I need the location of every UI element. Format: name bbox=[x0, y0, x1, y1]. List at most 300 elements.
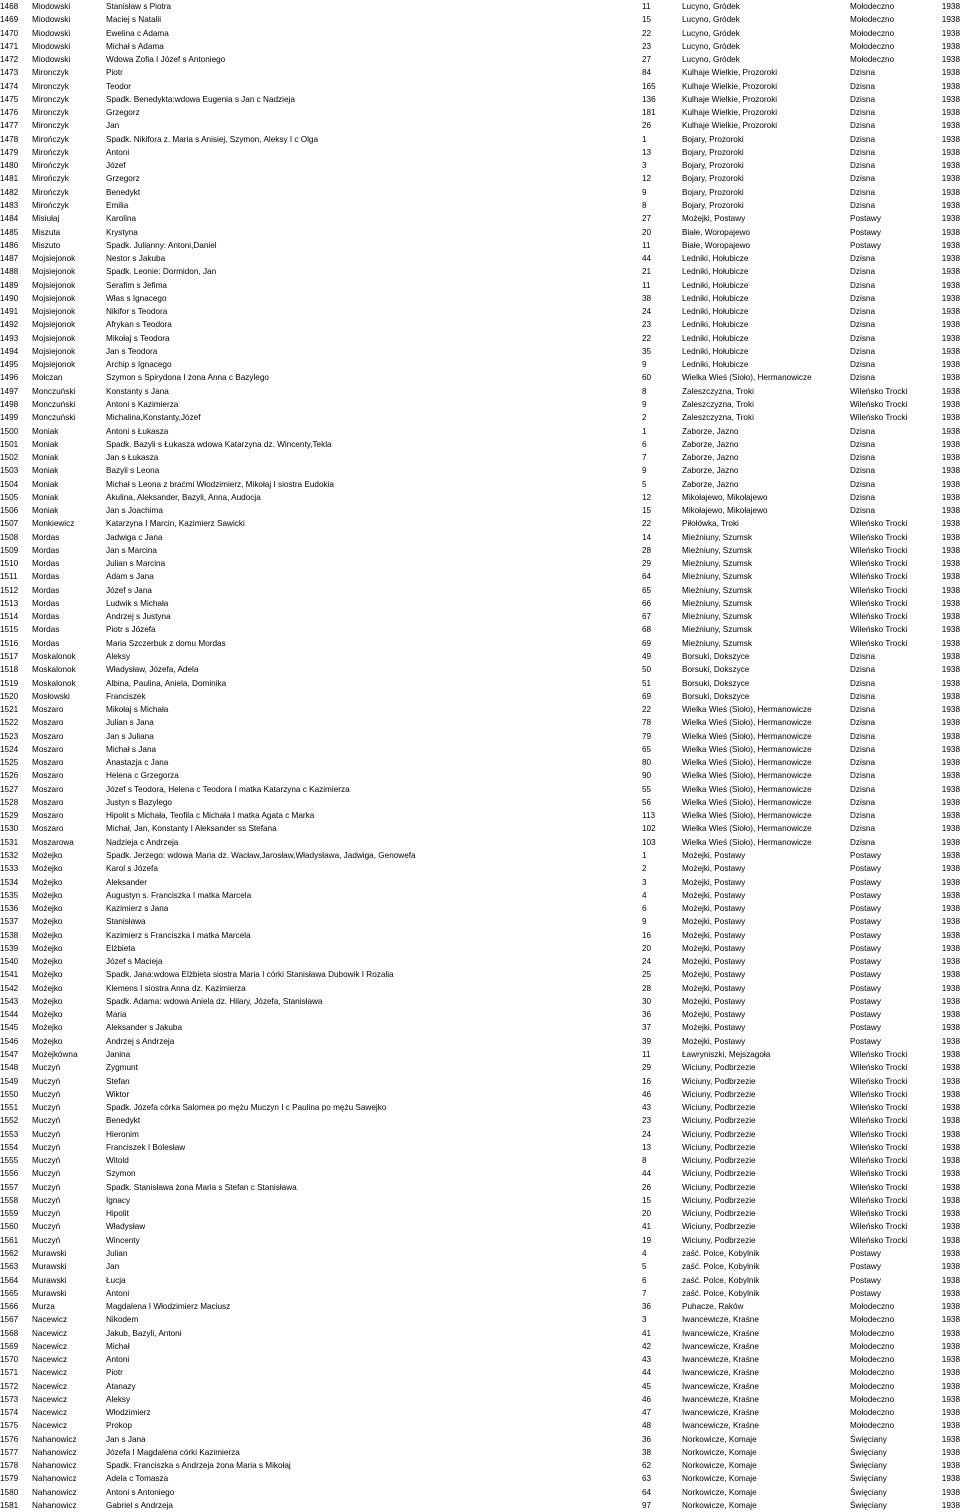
cell-year: 1938 bbox=[941, 585, 960, 595]
cell-surname: Monczuński bbox=[32, 413, 76, 423]
cell-house-number: 80 bbox=[642, 758, 652, 768]
cell-county: Postawy bbox=[850, 930, 881, 940]
table-row bbox=[0, 902, 960, 915]
table-row bbox=[0, 1380, 960, 1393]
cell-given-names: Nikodem bbox=[106, 1315, 139, 1325]
cell-surname: Mironczyk bbox=[32, 68, 69, 78]
cell-surname: Nacewicz bbox=[32, 1328, 68, 1338]
cell-given-names: Władysław bbox=[106, 1222, 146, 1232]
table-row bbox=[0, 13, 960, 26]
cell-year: 1938 bbox=[941, 837, 960, 847]
table-row bbox=[0, 531, 960, 544]
cell-house-number: 5 bbox=[642, 1262, 647, 1272]
cell-year: 1938 bbox=[941, 1328, 960, 1338]
cell-village-gmina: Możejki, Postawy bbox=[682, 864, 746, 874]
table-row bbox=[0, 557, 960, 570]
cell-row-number: 1485 bbox=[0, 227, 19, 237]
table-row bbox=[0, 1446, 960, 1459]
cell-year: 1938 bbox=[941, 784, 960, 794]
cell-surname: Muczyń bbox=[32, 1103, 61, 1113]
cell-house-number: 4 bbox=[642, 1248, 647, 1258]
table-row bbox=[0, 1075, 960, 1088]
cell-row-number: 1541 bbox=[0, 970, 19, 980]
cell-given-names: Józef s Jana bbox=[106, 585, 152, 595]
cell-village-gmina: Lucyno, Gródek bbox=[682, 2, 740, 11]
cell-house-number: 65 bbox=[642, 744, 652, 754]
cell-county: Dzisna bbox=[850, 307, 876, 317]
cell-year: 1938 bbox=[941, 439, 960, 449]
cell-village-gmina: Borsuki, Dokszyce bbox=[682, 652, 750, 662]
cell-village-gmina: Wiciuny, Podbrzezie bbox=[682, 1076, 756, 1086]
cell-year: 1938 bbox=[941, 413, 960, 423]
cell-surname: Możejko bbox=[32, 983, 63, 993]
cell-given-names: Władysław, Józefa, Adela bbox=[106, 665, 199, 675]
cell-year: 1938 bbox=[941, 559, 960, 569]
cell-village-gmina: Iwancewicze, Kraśne bbox=[682, 1408, 759, 1418]
cell-house-number: 41 bbox=[642, 1328, 652, 1338]
table-row bbox=[0, 212, 960, 225]
cell-row-number: 1514 bbox=[0, 612, 19, 622]
cell-house-number: 103 bbox=[642, 837, 656, 847]
cell-given-names: Grzegorz bbox=[106, 174, 140, 184]
cell-county: Dzisna bbox=[850, 333, 876, 343]
cell-year: 1938 bbox=[941, 1036, 960, 1046]
table-row bbox=[0, 1486, 960, 1499]
cell-surname: Mojsiejonok bbox=[32, 254, 76, 264]
cell-county: Wileńsko Trocki bbox=[850, 1169, 908, 1179]
table-row bbox=[0, 1353, 960, 1366]
cell-house-number: 102 bbox=[642, 824, 656, 834]
cell-house-number: 69 bbox=[642, 638, 652, 648]
table-row bbox=[0, 371, 960, 384]
cell-year: 1938 bbox=[941, 904, 960, 914]
cell-surname: Muczyń bbox=[32, 1182, 61, 1192]
cell-house-number: 13 bbox=[642, 1142, 652, 1152]
cell-given-names: Jan bbox=[106, 1262, 120, 1272]
cell-house-number: 22 bbox=[642, 333, 652, 343]
cell-house-number: 79 bbox=[642, 731, 652, 741]
cell-row-number: 1528 bbox=[0, 797, 19, 807]
cell-row-number: 1522 bbox=[0, 718, 19, 728]
cell-county: Dzisna bbox=[850, 744, 876, 754]
cell-row-number: 1474 bbox=[0, 81, 19, 91]
cell-house-number: 9 bbox=[642, 360, 647, 370]
cell-given-names: Aleksander s Jakuba bbox=[106, 1023, 183, 1033]
cell-village-gmina: Mieżniuny, Szumsk bbox=[682, 572, 752, 582]
table-row bbox=[0, 252, 960, 265]
cell-given-names: Karol s Józefa bbox=[106, 864, 158, 874]
cell-given-names: Akulina, Aleksander, Bazyli, Anna, Audocja bbox=[106, 492, 261, 502]
cell-county: Dzisna bbox=[850, 360, 876, 370]
cell-surname: Możejko bbox=[32, 1023, 63, 1033]
cell-row-number: 1519 bbox=[0, 678, 19, 688]
cell-year: 1938 bbox=[941, 598, 960, 608]
cell-house-number: 44 bbox=[642, 254, 652, 264]
cell-house-number: 9 bbox=[642, 917, 647, 927]
cell-given-names: Ignacy bbox=[106, 1195, 131, 1205]
cell-house-number: 44 bbox=[642, 1368, 652, 1378]
cell-surname: Miodowski bbox=[32, 41, 71, 51]
cell-surname: Nahanowicz bbox=[32, 1487, 77, 1497]
cell-row-number: 1515 bbox=[0, 625, 19, 635]
cell-surname: Mordas bbox=[32, 532, 60, 542]
cell-given-names: Mikołaj s Teodora bbox=[106, 333, 170, 343]
cell-row-number: 1573 bbox=[0, 1394, 19, 1404]
table-row bbox=[0, 929, 960, 942]
cell-village-gmina: zaść. Polce, Kobylnik bbox=[682, 1288, 760, 1298]
cell-year: 1938 bbox=[941, 1341, 960, 1351]
cell-house-number: 36 bbox=[642, 1434, 652, 1444]
cell-surname: Możejko bbox=[32, 904, 63, 914]
cell-given-names: Wincenty bbox=[106, 1235, 140, 1245]
cell-county: Wileńsko Trocki bbox=[850, 638, 908, 648]
cell-county: Dzisna bbox=[850, 718, 876, 728]
table-row bbox=[0, 1048, 960, 1061]
cell-surname: Moskalonok bbox=[32, 665, 76, 675]
cell-house-number: 19 bbox=[642, 1235, 652, 1245]
cell-house-number: 3 bbox=[642, 1315, 647, 1325]
cell-year: 1938 bbox=[941, 1103, 960, 1113]
cell-village-gmina: Wielka Wieś (Sioło), Hermanowicze bbox=[682, 718, 812, 728]
cell-surname: Mojsiejonok bbox=[32, 360, 76, 370]
cell-surname: Moszaro bbox=[32, 758, 64, 768]
cell-house-number: 27 bbox=[642, 214, 652, 224]
cell-county: Dzisna bbox=[850, 678, 876, 688]
cell-year: 1938 bbox=[941, 161, 960, 171]
cell-row-number: 1577 bbox=[0, 1447, 19, 1457]
cell-year: 1938 bbox=[941, 2, 960, 11]
cell-surname: Mirończyk bbox=[32, 134, 69, 144]
cell-house-number: 8 bbox=[642, 1156, 647, 1166]
cell-surname: Moniak bbox=[32, 479, 59, 489]
cell-county: Dzisna bbox=[850, 121, 876, 131]
table-row bbox=[0, 1287, 960, 1300]
cell-county: Mołodeczno bbox=[850, 1421, 895, 1431]
cell-surname: Mironczyk bbox=[32, 94, 69, 104]
cell-house-number: 62 bbox=[642, 1461, 652, 1471]
cell-surname: Mordas bbox=[32, 612, 60, 622]
cell-year: 1938 bbox=[941, 572, 960, 582]
cell-village-gmina: Kulhaje Wielkie, Prozoroki bbox=[682, 68, 778, 78]
cell-village-gmina: Iwancewicze, Kraśne bbox=[682, 1328, 759, 1338]
cell-house-number: 7 bbox=[642, 453, 647, 463]
cell-county: Wileńsko Trocki bbox=[850, 1142, 908, 1152]
cell-given-names: Ewelina c Adama bbox=[106, 28, 169, 38]
cell-county: Postawy bbox=[850, 227, 881, 237]
cell-row-number: 1532 bbox=[0, 851, 19, 860]
cell-row-number: 1542 bbox=[0, 983, 19, 993]
cell-year: 1938 bbox=[941, 1501, 960, 1511]
cell-year: 1938 bbox=[941, 1461, 960, 1471]
cell-row-number: 1479 bbox=[0, 147, 19, 157]
cell-year: 1938 bbox=[941, 373, 960, 383]
cell-surname: Murza bbox=[32, 1302, 55, 1312]
cell-given-names: Adela c Tomasza bbox=[106, 1474, 169, 1484]
cell-given-names: Zygmunt bbox=[106, 1063, 138, 1073]
cell-village-gmina: Zaborze, Jazno bbox=[682, 466, 739, 476]
table-row bbox=[0, 769, 960, 782]
cell-county: Wileńsko Trocki bbox=[850, 519, 908, 529]
cell-year: 1938 bbox=[941, 851, 960, 860]
cell-house-number: 35 bbox=[642, 346, 652, 356]
table-row bbox=[0, 358, 960, 371]
cell-surname: Nacewicz bbox=[32, 1408, 68, 1418]
table-row bbox=[0, 703, 960, 716]
cell-village-gmina: Norkowicze, Komaje bbox=[682, 1434, 757, 1444]
cell-row-number: 1498 bbox=[0, 399, 19, 409]
cell-village-gmina: Białe, Woropajewo bbox=[682, 227, 751, 237]
cell-surname: Mojsiejonok bbox=[32, 267, 76, 277]
cell-surname: Monczuński bbox=[32, 386, 76, 396]
cell-year: 1938 bbox=[941, 1381, 960, 1391]
cell-given-names: Bazyli s Leona bbox=[106, 466, 160, 476]
cell-year: 1938 bbox=[941, 307, 960, 317]
cell-village-gmina: Mieżniuny, Szumsk bbox=[682, 612, 752, 622]
cell-surname: Możejko bbox=[32, 864, 63, 874]
cell-village-gmina: Kulhaje Wielkie, Prozoroki bbox=[682, 81, 778, 91]
cell-year: 1938 bbox=[941, 346, 960, 356]
cell-surname: Moszaro bbox=[32, 824, 64, 834]
cell-given-names: Hieronim bbox=[106, 1129, 139, 1139]
cell-village-gmina: Wiciuny, Podbrzezie bbox=[682, 1195, 756, 1205]
cell-county: Wileńsko Trocki bbox=[850, 559, 908, 569]
cell-given-names: Grzegorz bbox=[106, 108, 140, 118]
cell-surname: Nahanowicz bbox=[32, 1461, 77, 1471]
table-row bbox=[0, 1499, 960, 1512]
cell-county: Postawy bbox=[850, 1010, 881, 1020]
table-row bbox=[0, 1234, 960, 1247]
cell-surname: Możejko bbox=[32, 1010, 63, 1020]
cell-year: 1938 bbox=[941, 453, 960, 463]
cell-surname: Możejko bbox=[32, 943, 63, 953]
cell-year: 1938 bbox=[941, 94, 960, 104]
cell-given-names: Szymon bbox=[106, 1169, 136, 1179]
cell-house-number: 9 bbox=[642, 187, 647, 197]
cell-house-number: 6 bbox=[642, 1275, 647, 1285]
cell-surname: Moszaro bbox=[32, 811, 64, 821]
cell-house-number: 26 bbox=[642, 1182, 652, 1192]
cell-house-number: 11 bbox=[642, 240, 651, 250]
cell-year: 1938 bbox=[941, 1394, 960, 1404]
cell-row-number: 1572 bbox=[0, 1381, 19, 1391]
cell-county: Postawy bbox=[850, 1248, 881, 1258]
cell-surname: Moniak bbox=[32, 453, 59, 463]
cell-year: 1938 bbox=[941, 466, 960, 476]
cell-year: 1938 bbox=[941, 267, 960, 277]
table-row bbox=[0, 1327, 960, 1340]
cell-row-number: 1507 bbox=[0, 519, 19, 529]
table-row bbox=[0, 610, 960, 623]
table-row bbox=[0, 836, 960, 849]
cell-surname: Muczyń bbox=[32, 1222, 61, 1232]
cell-county: Dzisna bbox=[850, 200, 876, 210]
cell-row-number: 1506 bbox=[0, 506, 19, 516]
table-row bbox=[0, 597, 960, 610]
cell-surname: Mojsiejonok bbox=[32, 293, 76, 303]
cell-county: Postawy bbox=[850, 240, 881, 250]
cell-house-number: 3 bbox=[642, 161, 647, 171]
table-row bbox=[0, 1181, 960, 1194]
cell-given-names: Piotr bbox=[106, 68, 123, 78]
cell-given-names: Spadk. Benedykta:wdowa Eugenia s Jan c Nadzieja bbox=[106, 94, 295, 104]
cell-row-number: 1557 bbox=[0, 1182, 19, 1192]
cell-house-number: 42 bbox=[642, 1341, 652, 1351]
cell-surname: Moniak bbox=[32, 426, 59, 436]
cell-house-number: 2 bbox=[642, 864, 647, 874]
table-row bbox=[0, 292, 960, 305]
cell-given-names: Spadk. Józefa córka Salomea po mężu Muczyn I c Paulina po mężu Sawejko bbox=[106, 1103, 387, 1113]
cell-village-gmina: Iwancewicze, Kraśne bbox=[682, 1341, 759, 1351]
cell-row-number: 1568 bbox=[0, 1328, 19, 1338]
cell-surname: Muczyń bbox=[32, 1209, 61, 1219]
table-row bbox=[0, 491, 960, 504]
cell-row-number: 1531 bbox=[0, 837, 19, 847]
cell-county: Postawy bbox=[850, 943, 881, 953]
cell-village-gmina: Wiciuny, Podbrzezie bbox=[682, 1129, 756, 1139]
cell-county: Święciany bbox=[850, 1487, 887, 1497]
cell-given-names: Kazimierz s Franciszka I matka Marcela bbox=[106, 930, 251, 940]
cell-year: 1938 bbox=[941, 1275, 960, 1285]
cell-village-gmina: Możejki, Postawy bbox=[682, 996, 746, 1006]
cell-row-number: 1575 bbox=[0, 1421, 19, 1431]
cell-given-names: Spadk. Stanisława żona Maria s Stefan c Stanisława bbox=[106, 1182, 297, 1192]
cell-county: Mołodeczno bbox=[850, 55, 895, 65]
cell-county: Mołodeczno bbox=[850, 2, 895, 11]
cell-surname: Moniak bbox=[32, 492, 59, 502]
table-row bbox=[0, 464, 960, 477]
cell-county: Dzisna bbox=[850, 453, 876, 463]
cell-given-names: Spadk. Nikifora z. Maria s Anisiej, Szymon, Aleksy I c Olga bbox=[106, 134, 319, 144]
table-row bbox=[0, 1088, 960, 1101]
cell-year: 1938 bbox=[941, 691, 960, 701]
cell-house-number: 46 bbox=[642, 1089, 652, 1099]
cell-house-number: 38 bbox=[642, 1447, 652, 1457]
table-row bbox=[0, 119, 960, 132]
cell-village-gmina: zaść. Polce, Kobylnik bbox=[682, 1275, 760, 1285]
cell-village-gmina: Zaborze, Jazno bbox=[682, 426, 739, 436]
cell-village-gmina: zaść. Polce, Kobylnik bbox=[682, 1248, 760, 1258]
cell-surname: Muczyń bbox=[32, 1169, 61, 1179]
table-row bbox=[0, 517, 960, 530]
cell-village-gmina: Mikołajewo, Mikołajewo bbox=[682, 492, 768, 502]
cell-row-number: 1578 bbox=[0, 1461, 19, 1471]
cell-county: Wileńsko Trocki bbox=[850, 1063, 908, 1073]
table-row bbox=[0, 1207, 960, 1220]
cell-village-gmina: Borsuki, Dokszyce bbox=[682, 665, 750, 675]
cell-given-names: Franciszek bbox=[106, 691, 146, 701]
cell-row-number: 1567 bbox=[0, 1315, 19, 1325]
cell-row-number: 1482 bbox=[0, 187, 19, 197]
cell-village-gmina: Mieżniuny, Szumsk bbox=[682, 559, 752, 569]
cell-village-gmina: Zaborze, Jazno bbox=[682, 439, 739, 449]
cell-row-number: 1505 bbox=[0, 492, 19, 502]
cell-given-names: Piotr s Józefa bbox=[106, 625, 156, 635]
cell-county: Postawy bbox=[850, 1275, 881, 1285]
table-row bbox=[0, 1313, 960, 1326]
cell-surname: Mołczan bbox=[32, 373, 63, 383]
cell-county: Wileńsko Trocki bbox=[850, 1103, 908, 1113]
cell-surname: Mordas bbox=[32, 598, 60, 608]
cell-house-number: 22 bbox=[642, 705, 652, 715]
table-row bbox=[0, 942, 960, 955]
cell-given-names: Konstanty s Jana bbox=[106, 386, 169, 396]
cell-county: Mołodeczno bbox=[850, 1381, 895, 1391]
cell-house-number: 37 bbox=[642, 1023, 652, 1033]
table-row bbox=[0, 1154, 960, 1167]
cell-county: Postawy bbox=[850, 890, 881, 900]
cell-county: Mołodeczno bbox=[850, 1408, 895, 1418]
cell-house-number: 29 bbox=[642, 1063, 652, 1073]
cell-house-number: 20 bbox=[642, 1209, 652, 1219]
cell-given-names: Nikifor s Teodora bbox=[106, 307, 168, 317]
cell-village-gmina: Borsuki, Dokszyce bbox=[682, 691, 750, 701]
cell-row-number: 1503 bbox=[0, 466, 19, 476]
table-row bbox=[0, 1340, 960, 1353]
cell-year: 1938 bbox=[941, 1195, 960, 1205]
cell-row-number: 1527 bbox=[0, 784, 19, 794]
table-row bbox=[0, 876, 960, 889]
cell-row-number: 1548 bbox=[0, 1063, 19, 1073]
cell-year: 1938 bbox=[941, 731, 960, 741]
cell-given-names: Spadk. Adama: wdowa Aniela dz. Hilary, Józefa, Stanisława bbox=[106, 996, 323, 1006]
table-row bbox=[0, 53, 960, 66]
cell-house-number: 43 bbox=[642, 1355, 652, 1365]
cell-row-number: 1490 bbox=[0, 293, 19, 303]
cell-surname: Nacewicz bbox=[32, 1394, 68, 1404]
cell-row-number: 1476 bbox=[0, 108, 19, 118]
cell-house-number: 69 bbox=[642, 691, 652, 701]
cell-village-gmina: Wielka Wieś (Sioło), Hermanowicze bbox=[682, 771, 812, 781]
cell-given-names: Spadk. Franciszka s Andrzeja żona Maria s Mikołaj bbox=[106, 1461, 291, 1471]
cell-given-names: Ludwik s Michała bbox=[106, 598, 169, 608]
cell-house-number: 13 bbox=[642, 147, 652, 157]
cell-county: Święciany bbox=[850, 1447, 887, 1457]
table-row bbox=[0, 889, 960, 902]
cell-house-number: 28 bbox=[642, 983, 652, 993]
cell-given-names: Albina, Paulina, Aniela, Dominika bbox=[106, 678, 227, 688]
cell-year: 1938 bbox=[941, 320, 960, 330]
table-row bbox=[0, 1035, 960, 1048]
cell-given-names: Andrzej s Andrzeja bbox=[106, 1036, 175, 1046]
cell-given-names: Augustyn s. Franciszka I matka Marcela bbox=[106, 890, 252, 900]
cell-row-number: 1554 bbox=[0, 1142, 19, 1152]
cell-county: Dzisna bbox=[850, 837, 876, 847]
cell-year: 1938 bbox=[941, 121, 960, 131]
cell-row-number: 1483 bbox=[0, 200, 19, 210]
cell-village-gmina: Norkowicze, Komaje bbox=[682, 1461, 757, 1471]
cell-county: Dzisna bbox=[850, 293, 876, 303]
cell-village-gmina: Białe, Woropajewo bbox=[682, 240, 751, 250]
table-row bbox=[0, 332, 960, 345]
cell-surname: Monczuński bbox=[32, 399, 76, 409]
cell-county: Dzisna bbox=[850, 731, 876, 741]
cell-surname: Nacewicz bbox=[32, 1421, 68, 1431]
cell-given-names: Antoni bbox=[106, 1355, 130, 1365]
cell-row-number: 1524 bbox=[0, 744, 19, 754]
table-row bbox=[0, 1114, 960, 1127]
cell-county: Mołodeczno bbox=[850, 28, 895, 38]
table-row bbox=[0, 504, 960, 517]
cell-row-number: 1517 bbox=[0, 652, 19, 662]
cell-house-number: 12 bbox=[642, 492, 652, 502]
cell-surname: Nacewicz bbox=[32, 1315, 68, 1325]
cell-given-names: Aleksy bbox=[106, 652, 131, 662]
cell-row-number: 1477 bbox=[0, 121, 19, 131]
cell-row-number: 1571 bbox=[0, 1368, 19, 1378]
cell-village-gmina: Mieżniuny, Szumsk bbox=[682, 638, 752, 648]
table-row bbox=[0, 106, 960, 119]
cell-county: Dzisna bbox=[850, 94, 876, 104]
